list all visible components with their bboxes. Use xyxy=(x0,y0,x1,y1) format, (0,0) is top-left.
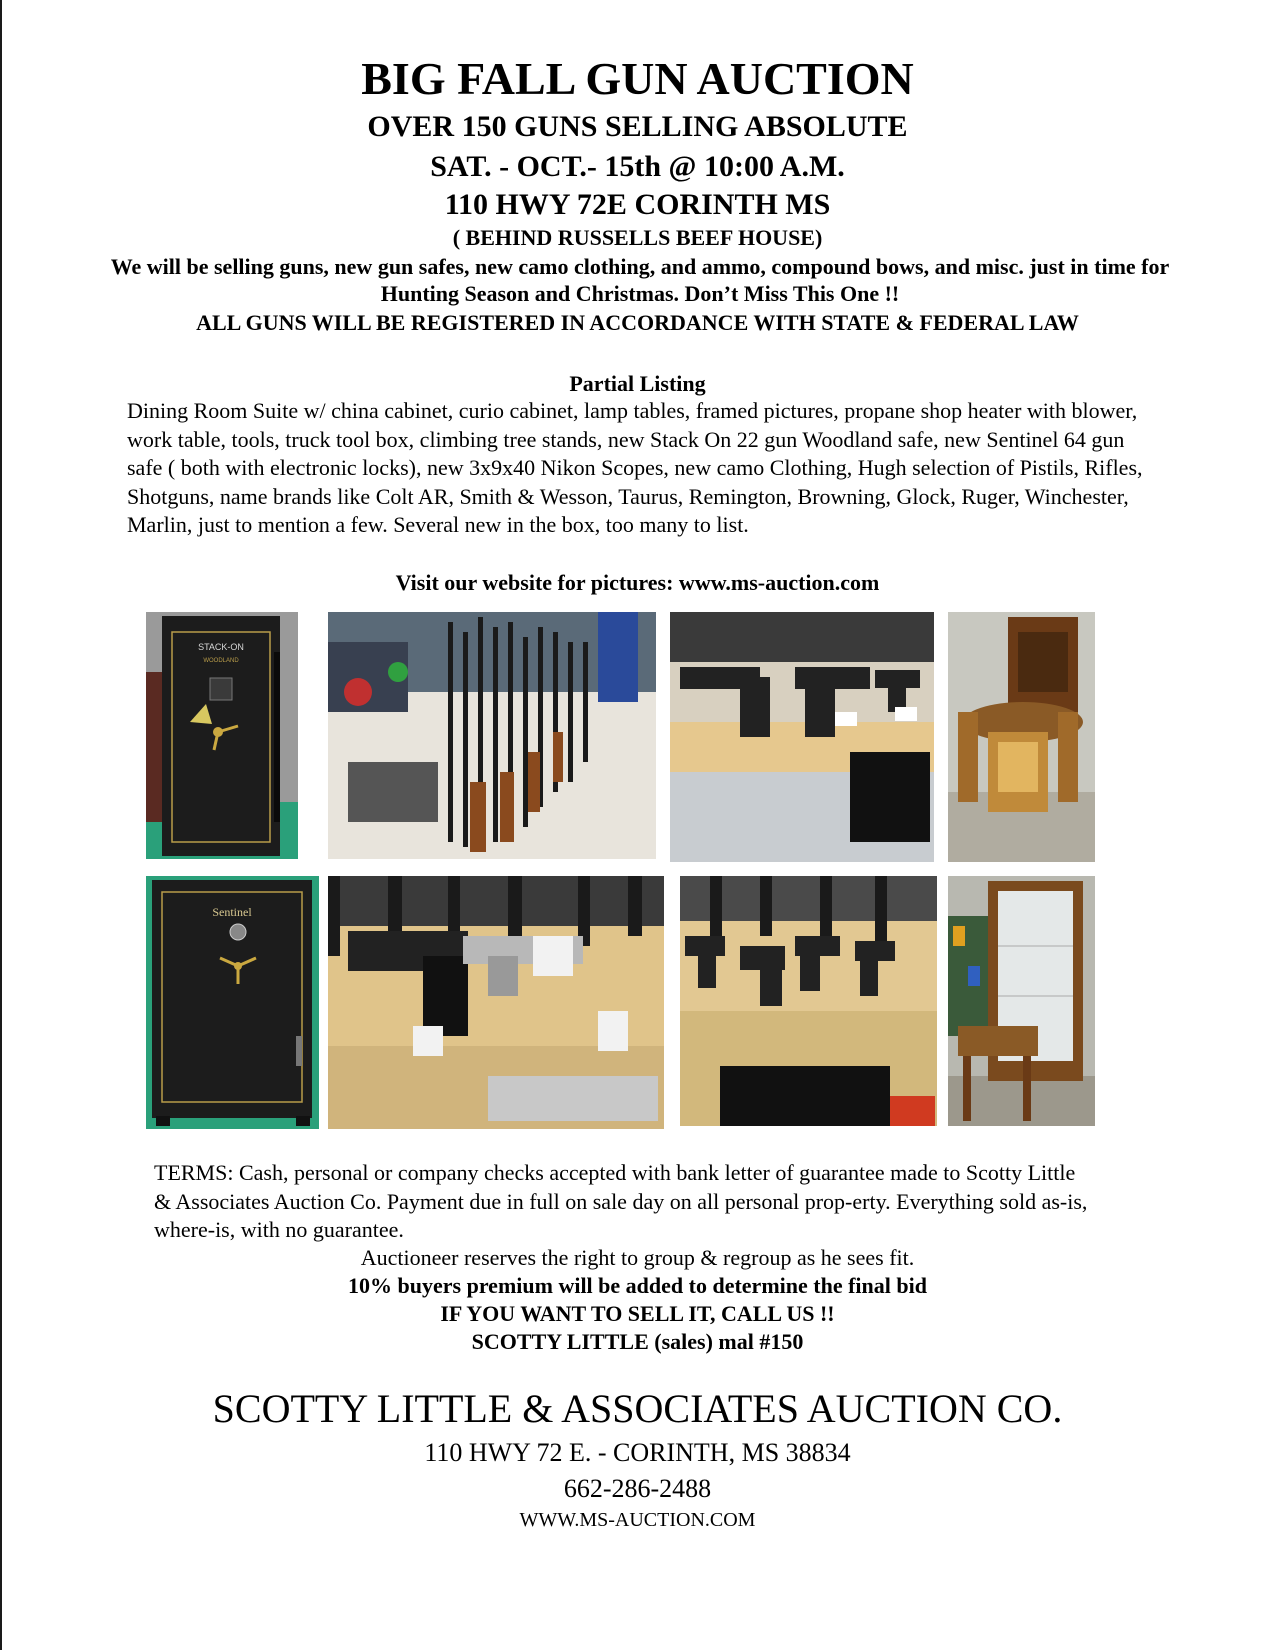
photo-holstered-pistol xyxy=(328,876,664,1129)
photo-pistols-rack xyxy=(670,612,934,862)
terms-text: TERMS: Cash, personal or company checks accepted with bank letter of guarantee made to Scotty Little & Associates Auction Co. Payment due in full on sale day on all personal prop-erty. Everything sold as-is, where-is, with no guarantee. xyxy=(154,1160,1088,1242)
intro-text: We will be selling guns, new gun safes, new camo clothing, and ammo, compound bows, and misc. just in time for Hunting Season and Christmas. Don’t Miss This One !! xyxy=(110,254,1170,306)
safe1-model-text: WOODLAND xyxy=(203,658,239,664)
photo-revolvers-rack xyxy=(680,876,937,1126)
company-name: SCOTTY LITTLE & ASSOCIATES AUCTION CO. xyxy=(212,1386,1063,1431)
sell-it-notice: IF YOU WANT TO SELL IT, CALL US !! xyxy=(440,1301,835,1326)
buyers-premium-notice: 10% buyers premium will be added to determine the final bid xyxy=(348,1273,927,1298)
auction-date: SAT. - OCT.- 15th @ 10:00 A.M. xyxy=(430,150,845,183)
company-phone: 662-286-2488 xyxy=(563,1474,712,1503)
safe2-brand-text: Sentinel xyxy=(212,905,252,919)
law-notice: ALL GUNS WILL BE REGISTERED IN ACCORDANCE WITH STATE & FEDERAL LAW xyxy=(196,310,1079,335)
sales-contact: SCOTTY LITTLE (sales) mal #150 xyxy=(471,1329,804,1354)
guns-count-line: OVER 150 GUNS SELLING ABSOLUTE xyxy=(367,110,908,143)
partial-listing-body: Dining Room Suite w/ china cabinet, curio cabinet, lamp tables, framed pictures, propane shop heater with blower, work table, tools, truck tool box, climbing tree stands, new Stack On 22 gun Woodland safe, new Sentinel 64 gun safe ( both with electronic locks), new 3x9x40 Nikon Scopes, new camo Clothing, Hugh selection of Pistils, Rifles, Shotguns, name brands like Colt AR, Smith & Wesson, Taurus, Remington, Browning, Glock, Ruger, Winchester, Marlin, just to mention a few. Several new in the box, too many to list. xyxy=(127,398,1143,537)
regroup-notice: Auctioneer reserves the right to group & regroup as he sees fit. xyxy=(360,1245,915,1270)
photo-sentinel-safe xyxy=(146,876,319,1129)
partial-listing-title: Partial Listing xyxy=(569,371,706,396)
photo-long-guns-rack xyxy=(328,612,656,859)
photo-stack-on-safe xyxy=(146,612,298,859)
photo-curio-cabinet xyxy=(948,876,1095,1126)
auction-address: 110 HWY 72E CORINTH MS xyxy=(444,188,831,221)
company-website: WWW.MS-AUCTION.COM xyxy=(519,1509,756,1531)
auction-landmark: ( BEHIND RUSSELLS BEEF HOUSE) xyxy=(452,225,823,250)
safe1-brand-text: STACK-ON xyxy=(198,642,244,652)
company-address: 110 HWY 72 E. - CORINTH, MS 38834 xyxy=(424,1438,851,1467)
auction-title: BIG FALL GUN AUCTION xyxy=(361,53,914,104)
website-line: Visit our website for pictures: www.ms-auction.com xyxy=(395,570,880,595)
photo-dining-room-suite xyxy=(948,612,1095,862)
